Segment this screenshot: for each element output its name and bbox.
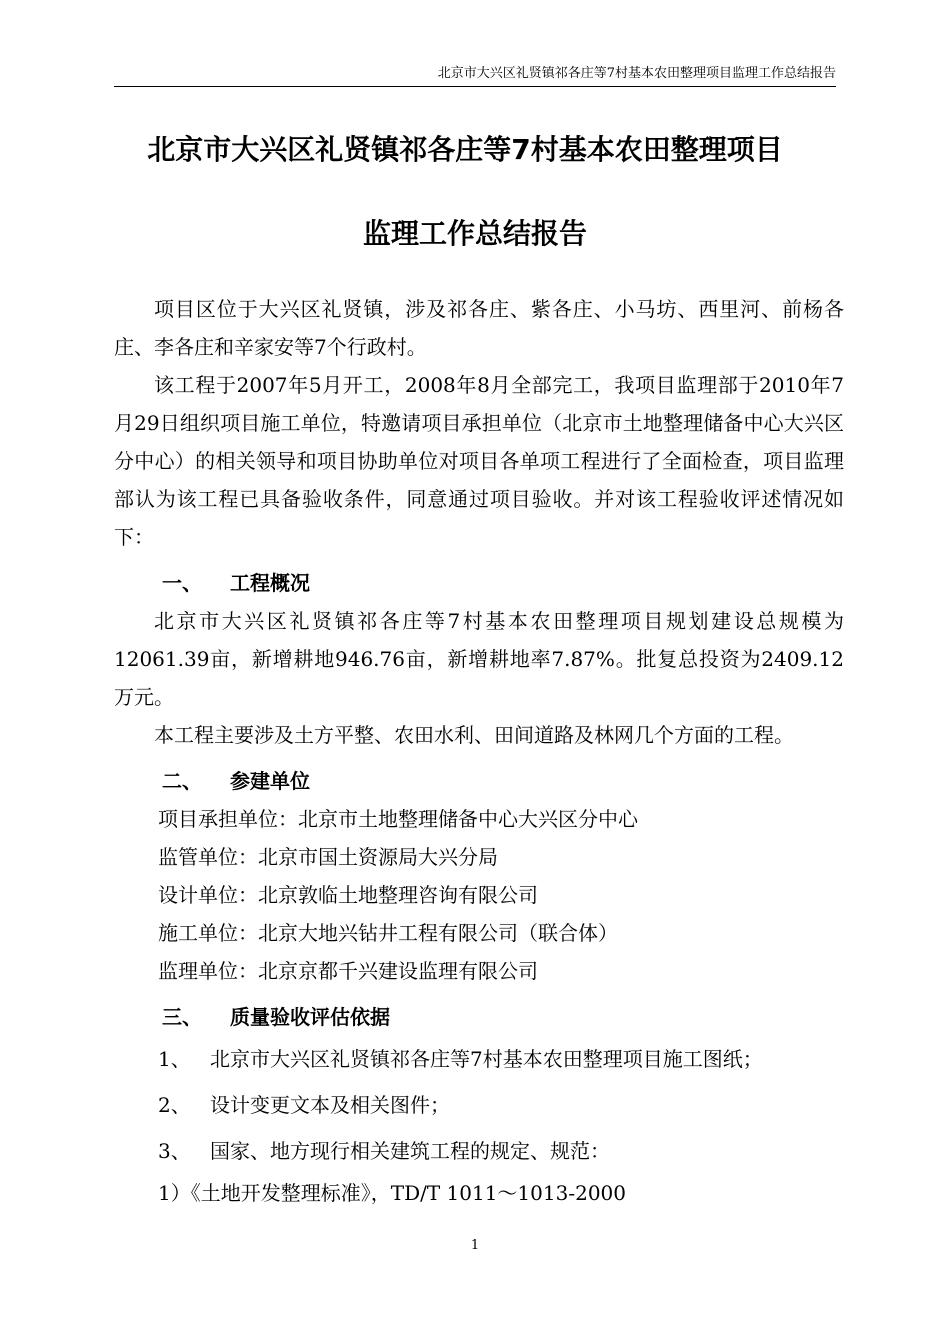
participant-line: 项目承担单位：北京市土地整理储备中心大兴区分中心 — [158, 807, 638, 831]
item-number: 1、 — [158, 1047, 191, 1071]
running-header: 北京市大兴区礼贤镇祁各庄等7村基本农田整理项目监理工作总结报告 — [437, 66, 836, 81]
overview-paragraph-2: 本工程主要涉及土方平整、农田水利、田间道路及林网几个方面的工程。 — [154, 723, 794, 747]
section-number: 二、 — [162, 769, 202, 793]
participant-line: 施工单位：北京大地兴钻井工程有限公司（联合体） — [158, 921, 618, 945]
document-title-line-1: 北京市大兴区礼贤镇祁各庄等7村基本农田整理项目 — [147, 133, 783, 166]
spacer — [114, 990, 844, 998]
spacer — [114, 556, 844, 564]
basis-item — [114, 1036, 844, 1082]
section-heading-overview — [114, 564, 844, 602]
document-body — [114, 290, 844, 1212]
page-number: 1 — [470, 1238, 480, 1253]
section-title: 参建单位 — [230, 769, 310, 793]
standard-reference: 1）《土地开发整理标准》，TD/T 1011～1013-2000 — [158, 1181, 626, 1205]
section-heading-participants — [114, 762, 844, 800]
basis-item — [114, 1082, 844, 1128]
section-title: 工程概况 — [230, 571, 310, 595]
item-number: 3、 — [158, 1139, 191, 1163]
item-text: 国家、地方现行相关建筑工程的规定、规范： — [210, 1139, 610, 1163]
participant-line: 设计单位：北京敦临土地整理咨询有限公司 — [158, 883, 538, 907]
section-title: 质量验收评估依据 — [230, 1005, 390, 1029]
participant-line: 监管单位：北京市国土资源局大兴分局 — [158, 845, 498, 869]
intro-paragraph-2: 该工程于2007年5月开工，2008年8月全部完工，我项目监理部于2010年7月29日组织项目施工单位，特邀请项目承担单位（北京市土地整理储备中心大兴区分中心）的相关领导和项目协助单位对项目各单项工程进行了全面检查，项目监理部认为该工程已具备验收条件，同意通过项目验收。并对该工程验收评述情况如下： — [114, 373, 844, 549]
item-text: 设计变更文本及相关图件； — [210, 1093, 450, 1117]
section-number: 三、 — [162, 1005, 202, 1029]
participant-line: 监理单位：北京京都千兴建设监理有限公司 — [158, 959, 538, 983]
section-heading-basis — [114, 998, 844, 1036]
header-divider — [114, 86, 836, 87]
overview-paragraph-1: 北京市大兴区礼贤镇祁各庄等7村基本农田整理项目规划建设总规模为12061.39亩，新增耕地946.76亩，新增耕地率7.87%。批复总投资为2409.12万元。 — [114, 609, 844, 709]
basis-item — [114, 1128, 844, 1174]
spacer — [114, 754, 844, 762]
item-number: 2、 — [158, 1093, 191, 1117]
item-text: 北京市大兴区礼贤镇祁各庄等7村基本农田整理项目施工图纸； — [210, 1047, 763, 1071]
document-title-line-2: 监理工作总结报告 — [362, 217, 587, 250]
intro-paragraph-1: 项目区位于大兴区礼贤镇，涉及祁各庄、紫各庄、小马坊、西里河、前杨各庄、李各庄和辛家安等7个行政村。 — [114, 297, 844, 359]
section-number: 一、 — [162, 571, 202, 595]
